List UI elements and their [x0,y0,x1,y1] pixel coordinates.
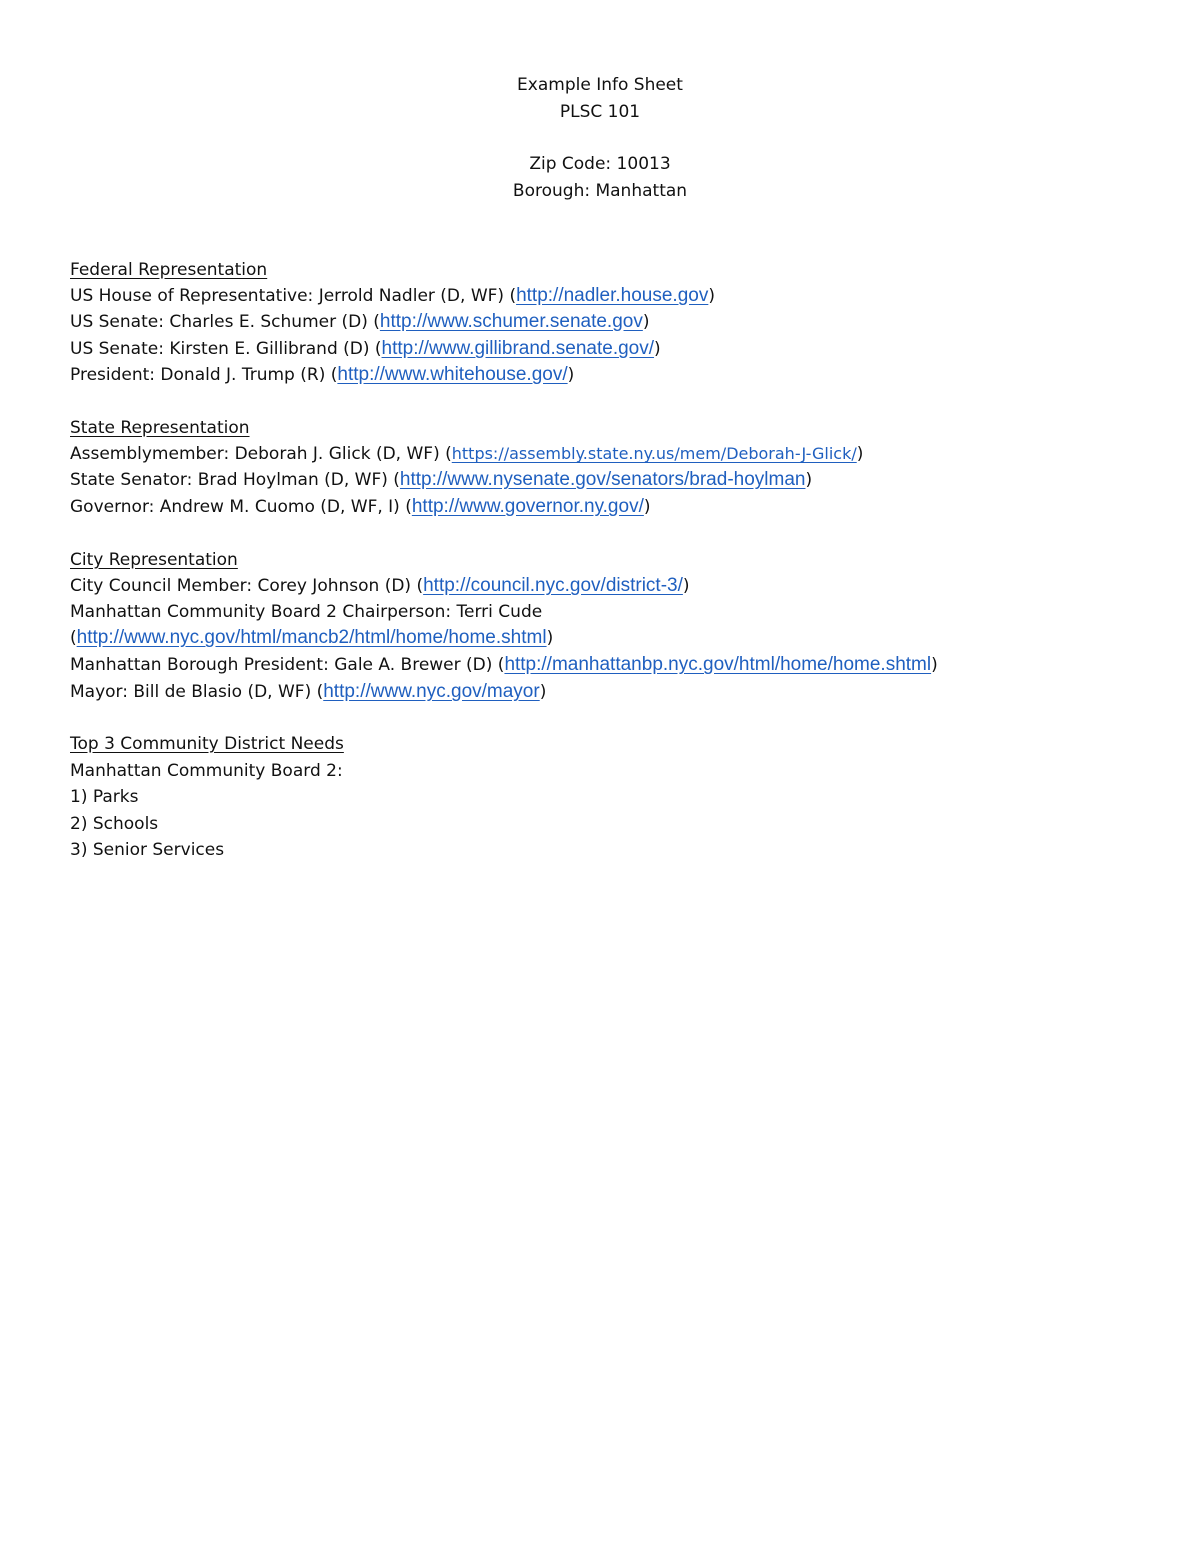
needs-item: 1) Parks [70,787,139,807]
hoylman-link[interactable]: http://www.nysenate.gov/senators/brad-hoylman [399,469,806,490]
state-row-senator [70,468,812,492]
federal-row-text: President: Donald J. Trump (R) ( [70,365,338,385]
whitehouse-link[interactable]: http://www.whitehouse.gov/ [337,364,568,385]
state-row-text: Assemblymember: Deborah J. Glick (D, WF) ( [70,444,452,464]
state-heading: State Representation [70,418,250,438]
city-row-close: ) [682,576,690,596]
federal-heading: Federal Representation [70,260,268,280]
city-row-cb2-link [70,626,553,650]
state-row-close: ) [643,497,651,517]
state-row-close: ) [805,470,813,490]
city-row-open: ( [70,628,77,648]
state-row-text: Governor: Andrew M. Cuomo (D, WF, I) ( [70,497,412,517]
glick-link[interactable]: https://assembly.state.ny.us/mem/Deborah-J-Glick/ [451,444,857,463]
state-row-assembly [70,442,863,466]
document-title: Example Info Sheet [517,75,683,95]
governor-link[interactable]: http://www.governor.ny.gov/ [411,496,644,517]
council-link[interactable]: http://council.nyc.gov/district-3/ [423,575,683,596]
state-row-text: State Senator: Brad Hoylman (D, WF) ( [70,470,400,490]
city-row-close: ) [546,628,554,648]
city-row-council [70,574,690,598]
mayor-link[interactable]: http://www.nyc.gov/mayor [323,681,540,702]
city-row-close: ) [539,682,547,702]
course-code: PLSC 101 [559,102,641,122]
federal-row-text: US Senate: Charles E. Schumer (D) ( [70,312,380,332]
city-row-borough-president [70,653,938,677]
city-row-text: Manhattan Borough President: Gale A. Brewer (D) ( [70,655,505,675]
manhattanbp-link[interactable]: http://manhattanbp.nyc.gov/html/home/home.shtml [504,654,932,675]
mancb2-link[interactable]: http://www.nyc.gov/html/mancb2/html/home/home.shtml [76,627,547,648]
state-row-close: ) [856,444,864,464]
needs-item: 3) Senior Services [70,840,225,860]
city-row-mayor [70,680,546,704]
federal-row-text: US Senate: Kirsten E. Gillibrand (D) ( [70,339,382,359]
zip-code-line: Zip Code: 10013 [529,154,671,174]
city-heading: City Representation [70,550,238,570]
borough-line: Borough: Manhattan [512,181,688,201]
federal-row-close: ) [654,339,661,359]
federal-row-close: ) [642,312,650,332]
city-row-cb2-chair [70,600,542,624]
federal-row-house [70,284,715,308]
federal-row-text: US House of Representative: Jerrold Nadler (D, WF) ( [70,286,517,306]
gillibrand-link[interactable]: http://www.gillibrand.senate.gov/ [381,338,655,359]
federal-row-president [70,363,574,387]
schumer-link[interactable]: http://www.schumer.senate.gov [379,311,643,332]
city-row-text: Manhattan Community Board 2 Chairperson: Terri Cude [70,602,543,622]
city-row-text: City Council Member: Corey Johnson (D) ( [70,576,424,596]
federal-row-senate-gillibrand [70,337,661,361]
federal-row-close: ) [567,365,575,385]
federal-row-close: ) [708,286,715,306]
nadler-link[interactable]: http://nadler.house.gov [516,285,709,306]
city-row-close: ) [931,655,938,675]
federal-row-senate-schumer [70,310,649,334]
needs-board: Manhattan Community Board 2: [70,761,343,781]
state-row-governor [70,495,651,519]
needs-heading: Top 3 Community District Needs [70,734,344,754]
city-row-text: Mayor: Bill de Blasio (D, WF) ( [70,682,324,702]
needs-item: 2) Schools [70,814,159,834]
